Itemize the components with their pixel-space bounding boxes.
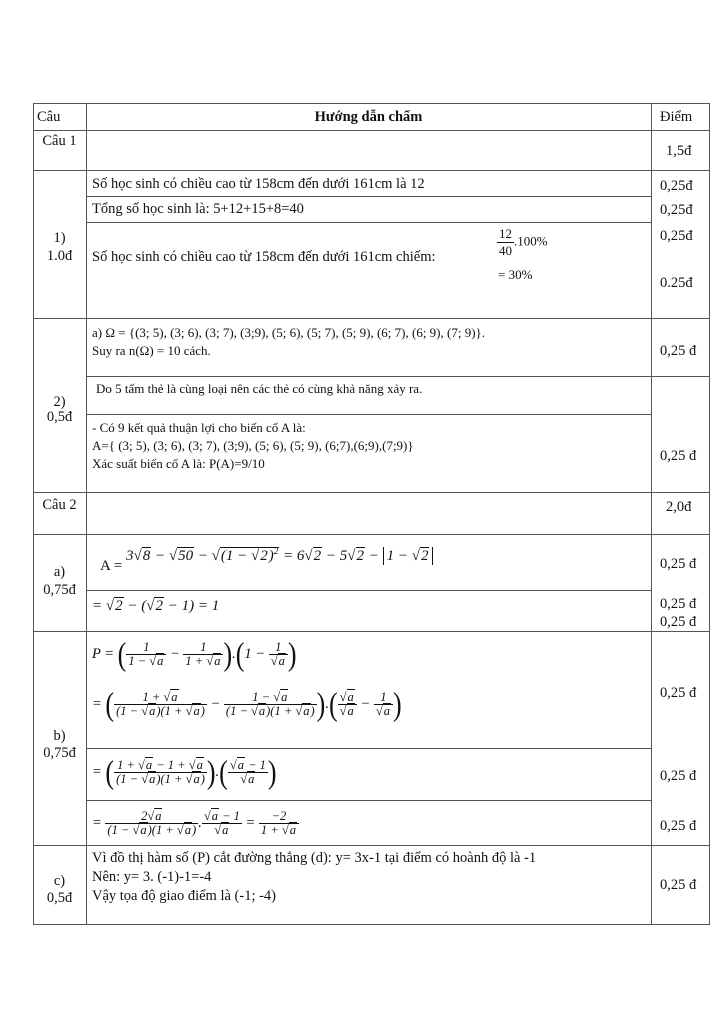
grid-line (33, 492, 710, 493)
grid-line (86, 222, 651, 223)
grid-line (86, 414, 651, 415)
grid-line (33, 631, 710, 632)
points: 0,25 đ (660, 556, 697, 572)
grid-line (709, 103, 710, 925)
cau1-part2-fav2: A={ (3; 5), (3; 6), (3; 7), (3;9), (5; 6), (5; 9), (6;7),(6;9),(7;9)} (92, 438, 414, 453)
cau1-part1-result: = 30% (498, 267, 533, 282)
header-huong-dan: Hướng dẫn chấm (314, 109, 423, 125)
fraction-denominator: 40 (499, 243, 512, 258)
points: 0,25 đ (660, 343, 697, 359)
points: 0,25 đ (660, 596, 697, 612)
cau2-part-a-expression: $A = 3√8 - √50 - √(1 - √2)^2 = 6√2 - 5√2 - 1 - √2$ (100, 542, 433, 565)
points: 0,25 đ (660, 768, 697, 784)
cau1-part1-fraction (497, 226, 548, 259)
cau1-points: 1,5đ (666, 143, 692, 159)
cau1-part2-prob: Xác suất biến cố A là: P(A)=9/10 (92, 456, 265, 471)
grid-line (33, 130, 710, 131)
points: 0,25 đ (660, 614, 697, 630)
cau2-part-a-result: = √2 − (√2 − 1) = 1 (92, 598, 220, 614)
grid-line (33, 534, 710, 535)
grid-line (33, 103, 710, 104)
cau2-part-a-sub: 0,75đ (43, 582, 76, 598)
cau1-part1-sub: 1.0đ (46, 248, 73, 264)
cau1-part2-n-omega: Suy ra n(Ω) = 10 cách. (92, 343, 211, 358)
header-cau: Câu (37, 109, 61, 125)
cau2-part-c-line3: Vậy tọa độ giao điểm là (-1; -4) (92, 888, 277, 904)
points: 0,25đ (660, 228, 693, 244)
grid-line (33, 845, 710, 846)
cau1-part1-line2: Tổng số học sinh là: 5+12+15+8=40 (92, 201, 304, 217)
header-diem: Điểm (660, 109, 693, 125)
cau2-part-a-label: a) (53, 564, 66, 580)
cau2-part-c-label: c) (53, 873, 66, 889)
points: 0,25đ (660, 178, 693, 194)
grid-line (86, 590, 651, 591)
cau1-part2-fav1: - Có 9 kết quả thuận lợi cho biến cố A là: (92, 420, 306, 435)
cau1-label: Câu 1 (42, 133, 77, 149)
points: 0,25 đ (660, 818, 697, 834)
cau2-part-b-sub: 0,75đ (43, 745, 76, 761)
grid-line (86, 800, 651, 801)
points: 0,25đ (660, 202, 693, 218)
cau2-part-c-sub: 0,5đ (46, 890, 73, 906)
grid-line (651, 103, 652, 925)
fraction-tail: .100% (514, 233, 548, 249)
grid-line (33, 170, 710, 171)
grid-line (33, 924, 710, 925)
grid-line (86, 196, 651, 197)
grid-line (33, 318, 710, 319)
cau2-label: Câu 2 (42, 497, 77, 513)
cau2-points: 2,0đ (666, 499, 692, 515)
cau1-part1-line1: Số học sinh có chiều cao từ 158cm đến dưới 161cm là 12 (92, 176, 425, 192)
points: 0,25 đ (660, 448, 697, 464)
cau1-part2-label: 2) (53, 394, 66, 410)
cau1-part1-line3: Số học sinh có chiều cao từ 158cm đến dưới 161cm chiếm: (92, 249, 436, 265)
points: 0,25 đ (660, 877, 697, 893)
cau2-part-b-step4: = $\frac{2√a}{(1 - √a)(1 + √a)}$ . $\frac{√a - 1}{√a}$ = $\frac{-2}{1 + √a}$ (92, 803, 299, 843)
grid-line (651, 376, 709, 377)
cau1-part2-sub: 0,5đ (46, 409, 73, 425)
cau2-part-b-label: b) (53, 728, 66, 744)
grid-line (86, 103, 87, 925)
grid-line (33, 103, 34, 925)
cau2-part-b-step1: P = ( $\frac{1}{1 - √a}$ − $\frac{1}{1 + √a}$ ).(1 − $\frac{1}{√a}$ ) (92, 635, 297, 673)
fraction-numerator: 12 (499, 226, 512, 241)
grid-line (86, 748, 651, 749)
cau2-part-b-step2: = ( $\frac{1 + √a}{(1 - √a)(1 + √a)}$ − $\frac{1 - √a}{(1 - √a)(1 + √a)}$ ).( $\frac{√a}{√a}$ − $\frac{1}{√a}$ ) (92, 685, 402, 723)
cau2-part-c-line2: Nên: y= 3. (-1)-1=-4 (92, 869, 212, 885)
grid-line (86, 376, 651, 377)
cau1-part1-label: 1) (53, 230, 66, 246)
points: 0,25 đ (660, 685, 697, 701)
cau2-part-c-line1: Vì đồ thị hàm số (P) cắt đường thẳng (d): y= 3x-1 tại điểm có hoành độ là -1 (92, 850, 537, 866)
cau1-part2-omega: a) Ω = {(3; 5), (3; 6), (3; 7), (3;9), (5; 6), (5; 7), (5; 9), (6; 7), (6; 9), (7; 9)}. (92, 325, 486, 340)
cau1-part2-equal: Do 5 tấm thẻ là cùng loại nên các thẻ có cùng khả năng xảy ra. (96, 381, 423, 396)
points: 0.25đ (660, 275, 693, 291)
cau2-part-b-step3: = ( $\frac{1 + √a - 1 + √a}{(1 - √a)(1 + √a)}$ ).( $\frac{√a - 1}{√a}$ ) (92, 753, 277, 791)
